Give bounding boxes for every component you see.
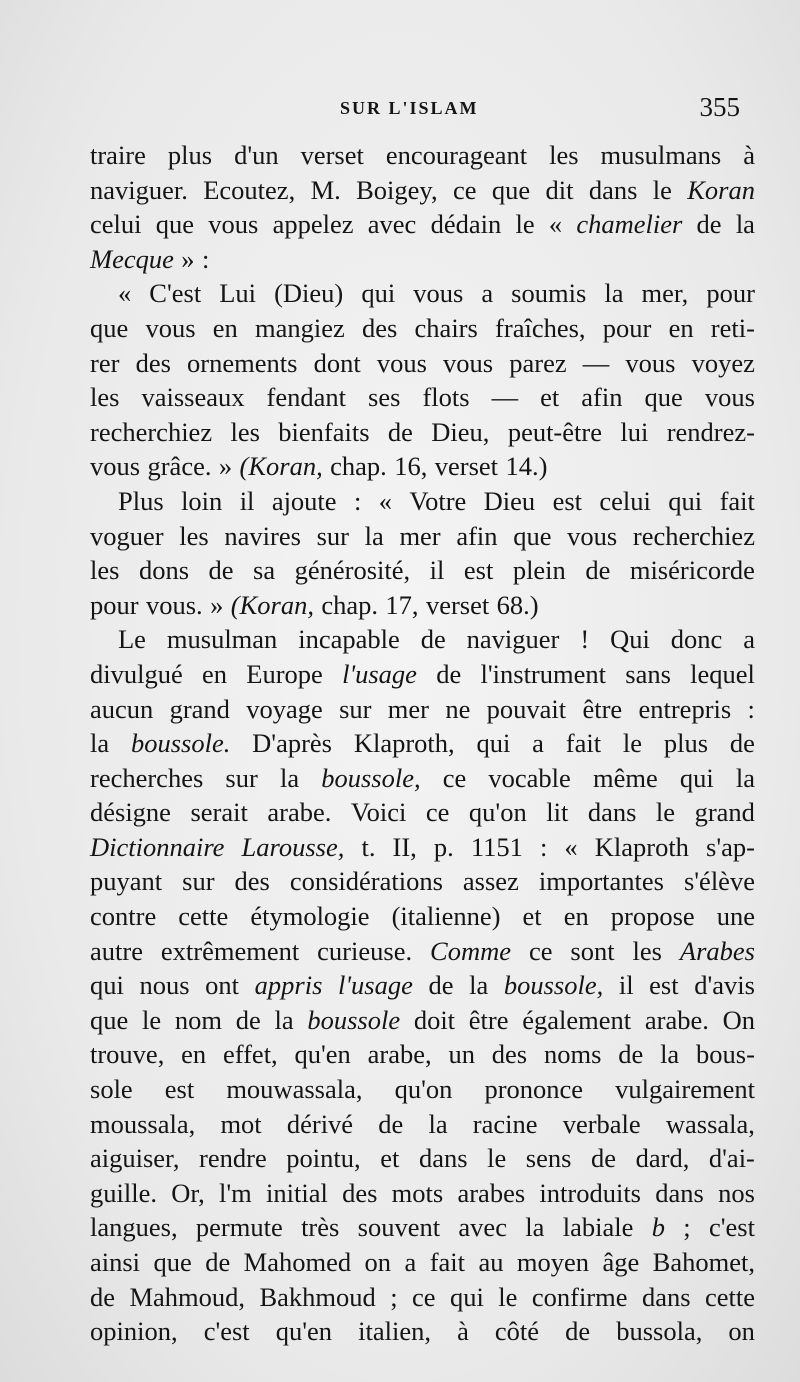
text-line: recherchiez les bienfaits de Dieu, peut-être lui rendrez- — [90, 416, 755, 447]
page-header — [90, 92, 740, 132]
text-line: sole est mouwassala, qu'on prononce vulgairement — [90, 1074, 755, 1105]
text-line: divulgué en Europe l'usage de l'instrument sans lequel — [90, 658, 755, 689]
text-line: rer des ornements dont vous vous parez — vous voyez — [90, 347, 755, 378]
text-line: pour vous. » (Koran, chap. 17, verset 68.) — [90, 589, 539, 620]
text-line: Dictionnaire Larousse, t. II, p. 1151 : « Klaproth s'ap- — [90, 831, 755, 862]
text-line: aucun grand voyage sur mer ne pouvait être entrepris : — [90, 693, 755, 724]
text-line: Mecque » : — [90, 243, 210, 274]
text-line: « C'est Lui (Dieu) qui vous a soumis la mer, pour — [118, 278, 755, 309]
text-line: la boussole. D'après Klaproth, qui a fait le plus de — [90, 728, 755, 759]
text-line: les dons de sa générosité, il est plein de miséricorde — [90, 555, 755, 586]
text-line: ainsi que de Mahomed on a fait au moyen âge Bahomet, — [90, 1247, 755, 1277]
text-line: celui que vous appelez avec dédain le « chamelier de la — [90, 209, 755, 240]
text-line: que le nom de la boussole doit être également arabe. On — [90, 1004, 755, 1035]
text-line: aiguiser, rendre pointu, et dans le sens de dard, d'ai- — [90, 1143, 755, 1174]
text-line: moussala, mot dérivé de la racine verbale wassala, — [90, 1108, 755, 1139]
running-head: SUR L'ISLAM — [340, 98, 479, 118]
text-line: voguer les navires sur la mer afin que vous recherchiez — [90, 520, 755, 551]
text-line: puyant sur des considérations assez importantes s'élève — [90, 866, 755, 897]
text-line: qui nous ont appris l'usage de la boussole, il est d'avis — [90, 970, 755, 1001]
text-line: Le musulman incapable de naviguer ! Qui donc a — [118, 624, 755, 655]
text-line: que vous en mangiez des chairs fraîches, pour en reti- — [90, 312, 755, 343]
text-line: trouve, en effet, qu'en arabe, un des noms de la bous- — [90, 1039, 755, 1070]
text-line: traire plus d'un verset encourageant les musulmans à — [90, 140, 755, 170]
text-line: désigne serait arabe. Voici ce qu'on lit dans le grand — [90, 797, 755, 828]
text-line: les vaisseaux fendant ses flots — et afin que vous — [90, 382, 755, 413]
text-line: recherches sur la boussole, ce vocable même qui la — [90, 762, 755, 793]
text-line: vous grâce. » (Koran, chap. 16, verset 14.) — [90, 451, 548, 482]
text-line: opinion, c'est qu'en italien, à côté de bussola, on — [90, 1316, 755, 1347]
text-line: autre extrêmement curieuse. Comme ce sont les Arabes — [90, 935, 755, 966]
page-number: 355 — [699, 92, 740, 122]
text-line: contre cette étymologie (italienne) et en propose une — [90, 901, 755, 932]
text-line: de Mahmoud, Bakhmoud ; ce qui le confirme dans cette — [90, 1281, 755, 1312]
text-line: Plus loin il ajoute : « Votre Dieu est celui qui fait — [118, 485, 755, 516]
text-line: langues, permute très souvent avec la labiale b ; c'est — [90, 1212, 755, 1243]
text-line: naviguer. Ecoutez, M. Boigey, ce que dit dans le Koran — [90, 174, 755, 205]
body-text — [90, 138, 755, 1349]
text-line: guille. Or, l'm initial des mots arabes introduits dans nos — [90, 1177, 755, 1208]
